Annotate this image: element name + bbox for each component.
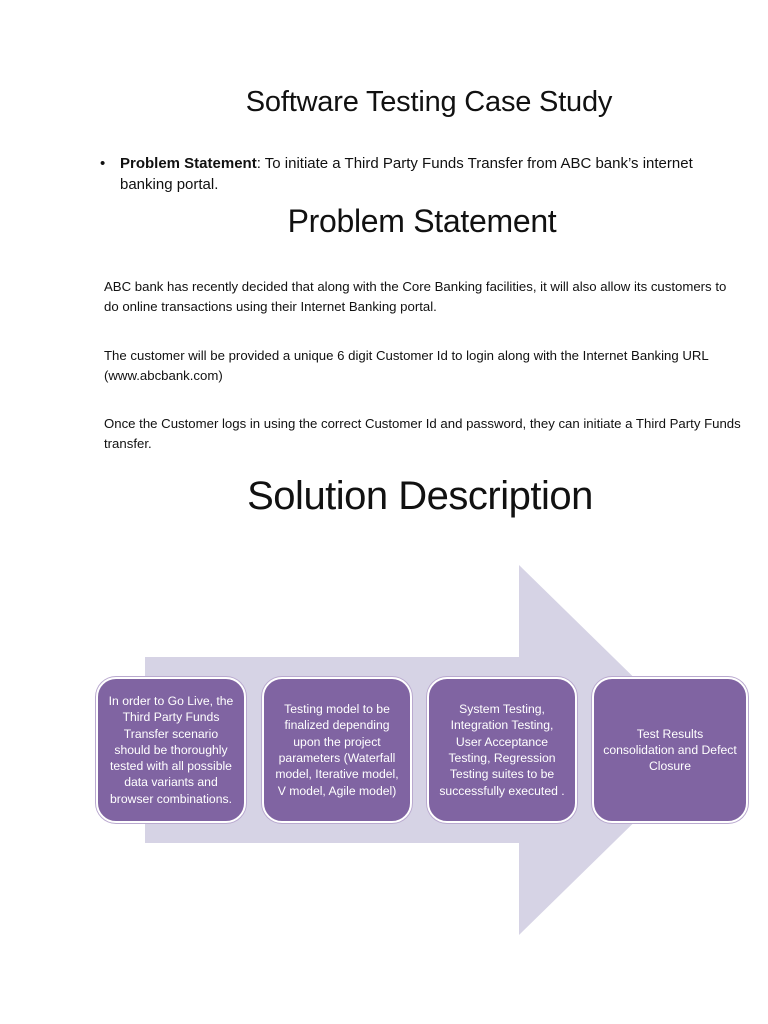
problem-statement-heading: Problem Statement (287, 203, 557, 239)
page-title: Software Testing Case Study (245, 86, 613, 118)
process-step-4: Test Results consolidation and Defect Closure (592, 677, 748, 823)
bullet-body: : To initiate a Third Party Funds Transfer from ABC bank’s internet banking portal. (120, 155, 693, 193)
problem-paragraph-3: Once the Customer logs in using the correct Customer Id and password, they can initiate a Third Party Funds transfer. (104, 416, 741, 451)
process-step-1: In order to Go Live, the Third Party Funds Transfer scenario should be thoroughly tested with all possible data variants and browser combinations. (96, 677, 246, 823)
process-step-2: Testing model to be finalized depending upon the project parameters (Waterfall model, Iterative model, V model, Agile model) (262, 677, 412, 823)
bullet-dot: • (100, 155, 106, 172)
process-step-3: System Testing, Integration Testing, User Acceptance Testing, Regression Testing suites to be successfully executed . (427, 677, 577, 823)
problem-paragraph-2: The customer will be provided a unique 6 digit Customer Id to login along with the Internet Banking URL (www.abcbank.com) (104, 348, 709, 383)
problem-paragraph-1: ABC bank has recently decided that along with the Core Banking facilities, it will also allow its customers to do online transactions using their Internet Banking portal. (104, 279, 727, 314)
bullet-label: Problem Statement (120, 155, 257, 172)
solution-description-heading: Solution Description (247, 474, 593, 518)
